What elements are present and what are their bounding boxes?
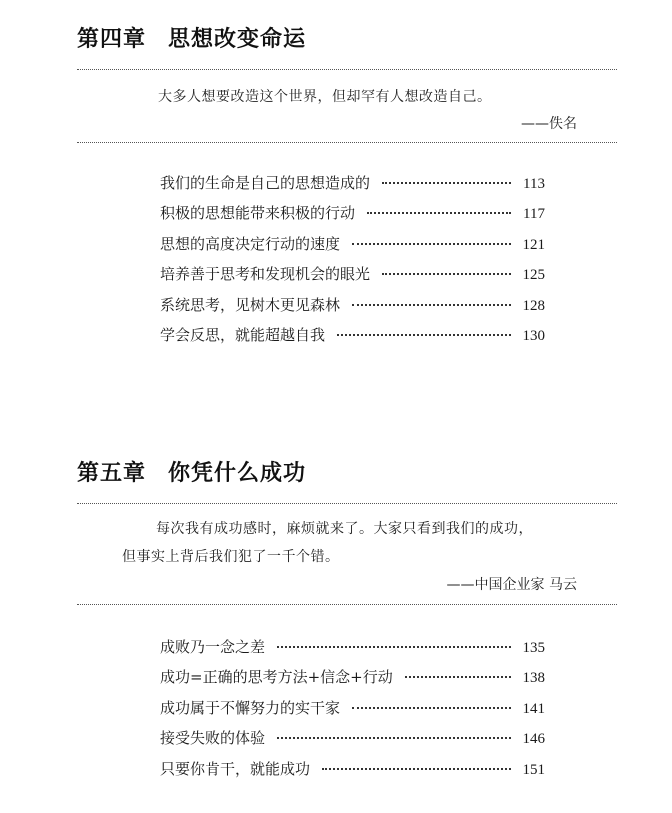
toc-entry-page: 125 (522, 267, 545, 284)
toc-entry-page: 138 (522, 670, 545, 687)
chapter-4-title: 思想改变命运 (168, 26, 307, 52)
dot-leader (352, 304, 511, 306)
toc-entry-title: 成功=正确的思考方法+信念+行动 (160, 668, 393, 687)
chapter-4-number: 第四章 (77, 26, 147, 52)
toc-entry-title: 我们的生命是自己的思想造成的 (160, 174, 371, 192)
toc-entry[interactable] (160, 233, 545, 263)
toc-entry-title: 只要你肯干，就能成功 (160, 759, 311, 778)
toc-entry[interactable] (160, 324, 545, 354)
toc-entry-page: 151 (522, 761, 545, 778)
toc-entry[interactable] (160, 666, 545, 696)
chapter-5-attribution: ——中国企业家 马云 (446, 577, 577, 593)
toc-entry-page: 117 (523, 206, 545, 223)
chapter-4-toc (160, 172, 545, 354)
toc-entry-page: 146 (522, 731, 545, 748)
dot-leader (337, 334, 511, 336)
chapter-4-attribution: ——佚名 (521, 116, 577, 132)
dot-leader (367, 212, 511, 214)
chapter-4-bottom-rule (77, 142, 617, 143)
toc-entry-title: 成败乃一念之差 (160, 638, 266, 656)
chapter-5-number: 第五章 (77, 460, 147, 486)
chapter-5-epigraph-line-2: 但事实上背后我们犯了一千个错。 (122, 549, 340, 565)
chapter-5-bottom-rule (77, 604, 617, 605)
toc-entry-title: 接受失败的体验 (160, 729, 266, 748)
dot-leader (405, 676, 511, 678)
chapter-4-heading (77, 22, 306, 53)
toc-entry-title: 思想的高度决定行动的速度 (160, 234, 341, 253)
toc-entry[interactable] (160, 636, 545, 666)
dot-leader (322, 768, 511, 770)
chapter-5-toc (160, 636, 545, 788)
dot-leader (277, 646, 511, 648)
dot-leader (352, 707, 511, 709)
chapter-5-heading (77, 456, 306, 487)
toc-entry-page: 135 (522, 640, 545, 656)
toc-entry-title: 成功属于不懈努力的实干家 (160, 698, 341, 717)
toc-entry[interactable] (160, 697, 545, 727)
toc-entry-page: 121 (522, 236, 545, 253)
dot-leader (382, 182, 511, 184)
chapter-4-top-rule (77, 69, 617, 70)
chapter-5-title: 你凭什么成功 (168, 460, 307, 486)
toc-entry-title: 积极的思想能带来积极的行动 (160, 204, 356, 223)
toc-entry[interactable] (160, 263, 545, 293)
dot-leader (382, 273, 511, 275)
toc-entry[interactable] (160, 727, 545, 757)
toc-entry-page: 141 (522, 700, 545, 717)
chapter-5-epigraph-line-1: 每次我有成功感时，麻烦就来了。大家只看到我们的成功， (156, 521, 533, 537)
dot-leader (277, 737, 511, 739)
dot-leader (352, 243, 511, 245)
chapter-4-epigraph: 大多人想要改造这个世界，但却罕有人想改造自己。 (158, 89, 492, 105)
toc-entry[interactable] (160, 758, 545, 788)
chapter-5-top-rule (77, 503, 617, 504)
toc-entry[interactable] (160, 202, 545, 232)
toc-entry-page: 128 (522, 297, 545, 314)
toc-entry[interactable] (160, 294, 545, 324)
toc-entry[interactable] (160, 172, 545, 202)
toc-entry-page: 130 (522, 327, 545, 344)
toc-entry-title: 学会反思，就能超越自我 (160, 325, 326, 344)
toc-entry-title: 系统思考，见树木更见森林 (160, 295, 341, 314)
toc-entry-title: 培养善于思考和发现机会的眼光 (160, 265, 371, 284)
toc-entry-page: 113 (523, 176, 545, 192)
